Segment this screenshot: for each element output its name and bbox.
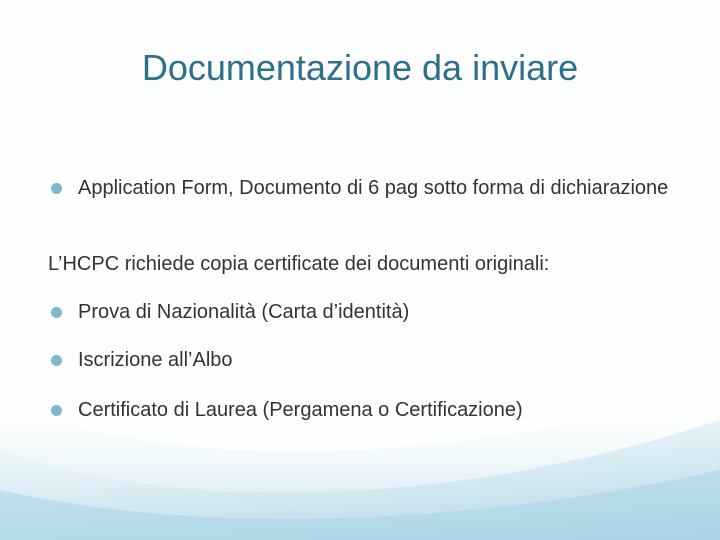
bullet-item	[51, 174, 671, 202]
bullet-text: Iscrizione all’Albo	[78, 349, 233, 371]
bullet-item	[51, 346, 671, 374]
bullet-item	[51, 396, 671, 424]
bullet-text: Prova di Nazionalità (Carta d’identità)	[78, 301, 410, 323]
bullet-dot-icon	[51, 355, 62, 366]
paragraph-text: L’HCPC richiede copia certificate dei documenti originali:	[48, 253, 550, 275]
slide-title: Documentazione da inviare	[141, 47, 579, 88]
bullet-text: Application Form, Documento di 6 pag sotto forma di dichiarazione	[78, 177, 669, 199]
bullet-dot-icon	[51, 183, 62, 194]
bullet-dot-icon	[51, 405, 62, 416]
bullet-dot-icon	[51, 307, 62, 318]
bullet-text: Certificato di Laurea (Pergamena o Certificazione)	[78, 399, 523, 421]
bullet-item	[51, 298, 671, 326]
